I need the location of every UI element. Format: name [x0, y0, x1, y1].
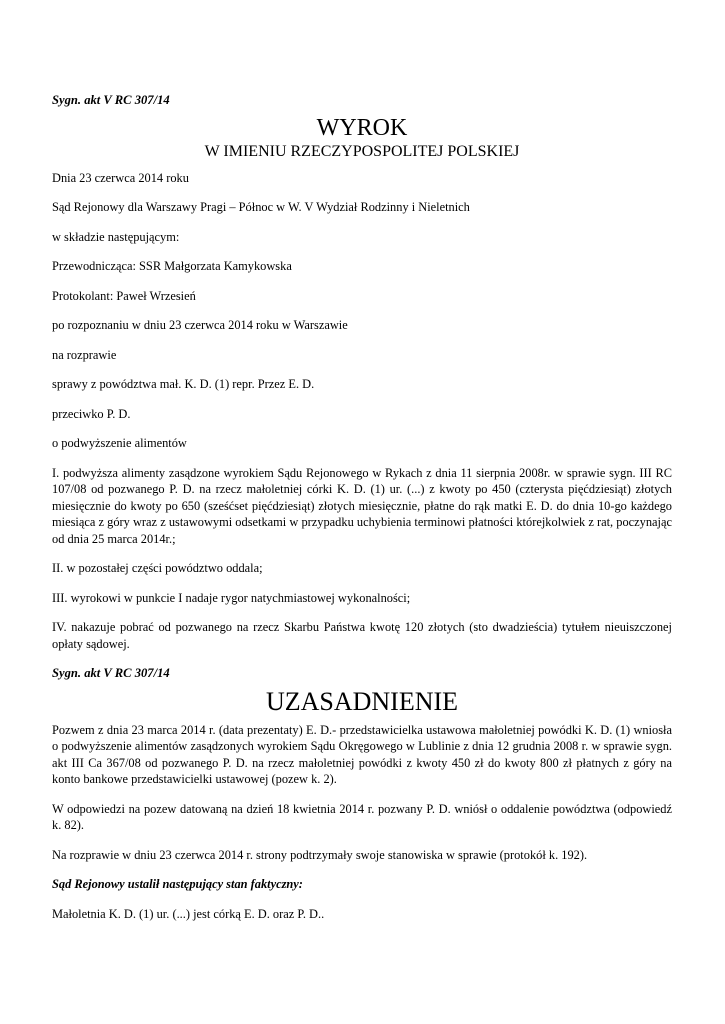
verdict-subtitle: W IMIENIU RZECZYPOSPOLITEJ POLSKIEJ — [204, 142, 520, 160]
intro-line: o podwyższenie alimentów — [52, 436, 187, 450]
ruling-item: I. podwyższa alimenty zasądzone wyrokiem Sądu Rejonowego w Rykach z dnia 11 sierpnia 2008r. w sprawie sygn. III RC 107/08 od pozwanego P. D. na rzecz małoletniej córki K. D. (1) ur. (...) z kwoty po 450 (czterysta pięćdziesiąt) złotych miesięcznie do kwoty po 650 (sześćset pięćdziesiąt) złotych miesięcznie, płatne do rąk matki E. D. do dnia 10-go każdego miesiąca z góry wraz z ustawowymi odsetkami w przypadku uchybienia terminowi płatności którejkolwiek z rat, poczynając od dnia 25 marca 2014r.; — [52, 465, 672, 546]
ruling-item: II. w pozostałej części powództwo oddala; — [52, 561, 263, 575]
verdict-title: WYROK — [316, 114, 408, 141]
document-content — [52, 92, 672, 935]
intro-line: przeciwko P. D. — [52, 406, 131, 421]
intro-line: Przewodnicząca: SSR Małgorzata Kamykowska — [52, 259, 292, 273]
ruling-item: IV. nakazuje pobrać od pozwanego na rzecz Skarbu Państwa kwotę 120 złotych (sto dwadzieścia) tytułem nieuiszczonej opłaty sądowej. — [52, 620, 672, 651]
intro-line: Sąd Rejonowy dla Warszawy Pragi – Północ w W. V Wydział Rodzinny i Nieletnich — [52, 200, 470, 214]
intro-block — [52, 170, 672, 452]
justification-paragraph: Pozwem z dnia 23 marca 2014 r. (data prezentaty) E. D.- przedstawicielka ustawowa małoletniej powódki K. D. (1) wniosła o podwyższenie alimentów zasądzonych wyrokiem Sądu Okręgowego w Lublinie z dnia 12 grudnia 2008 r. w sprawie sygn. akt III Ca 367/08 od pozwanego P. D. na rzecz małoletniej powódki z kwoty 450 zł do kwoty 800 zł płatnych z góry na konto bankowe przedstawicielki ustawowej (pozew k. 2). — [52, 722, 672, 786]
case-signature: Sygn. akt V RC 307/14 — [52, 93, 170, 107]
intro-line: Dnia 23 czerwca 2014 roku — [52, 170, 189, 185]
intro-line: sprawy z powództwa mał. K. D. (1) repr. Przez E. D. — [52, 377, 315, 391]
justification-paragraph: W odpowiedzi na pozew datowaną na dzień 18 kwietnia 2014 r. pozwany P. D. wniósł o oddalenie powództwa (odpowiedź k. 82). — [52, 801, 672, 832]
justification-block — [52, 722, 672, 923]
ruling-item: III. wyrokowi w punkcie I nadaje rygor natychmiastowej wykonalności; — [52, 590, 411, 605]
justification-title: UZASADNIENIE — [265, 686, 459, 716]
facts-heading: Sąd Rejonowy ustalił następujący stan faktyczny: — [52, 877, 303, 891]
intro-line: na rozprawie — [52, 347, 117, 362]
intro-line: w składzie następującym: — [52, 229, 180, 244]
justification-signature: Sygn. akt V RC 307/14 — [52, 666, 170, 680]
facts-paragraph: Małoletnia K. D. (1) ur. (...) jest córką E. D. oraz P. D.. — [52, 906, 325, 921]
intro-line: Protokolant: Paweł Wrzesień — [52, 288, 196, 303]
rulings-block — [52, 465, 672, 653]
intro-line: po rozpoznaniu w dniu 23 czerwca 2014 roku w Warszawie — [52, 318, 348, 332]
justification-paragraph: Na rozprawie w dniu 23 czerwca 2014 r. strony podtrzymały swoje stanowiska w sprawie (protokół k. 192). — [52, 847, 588, 862]
